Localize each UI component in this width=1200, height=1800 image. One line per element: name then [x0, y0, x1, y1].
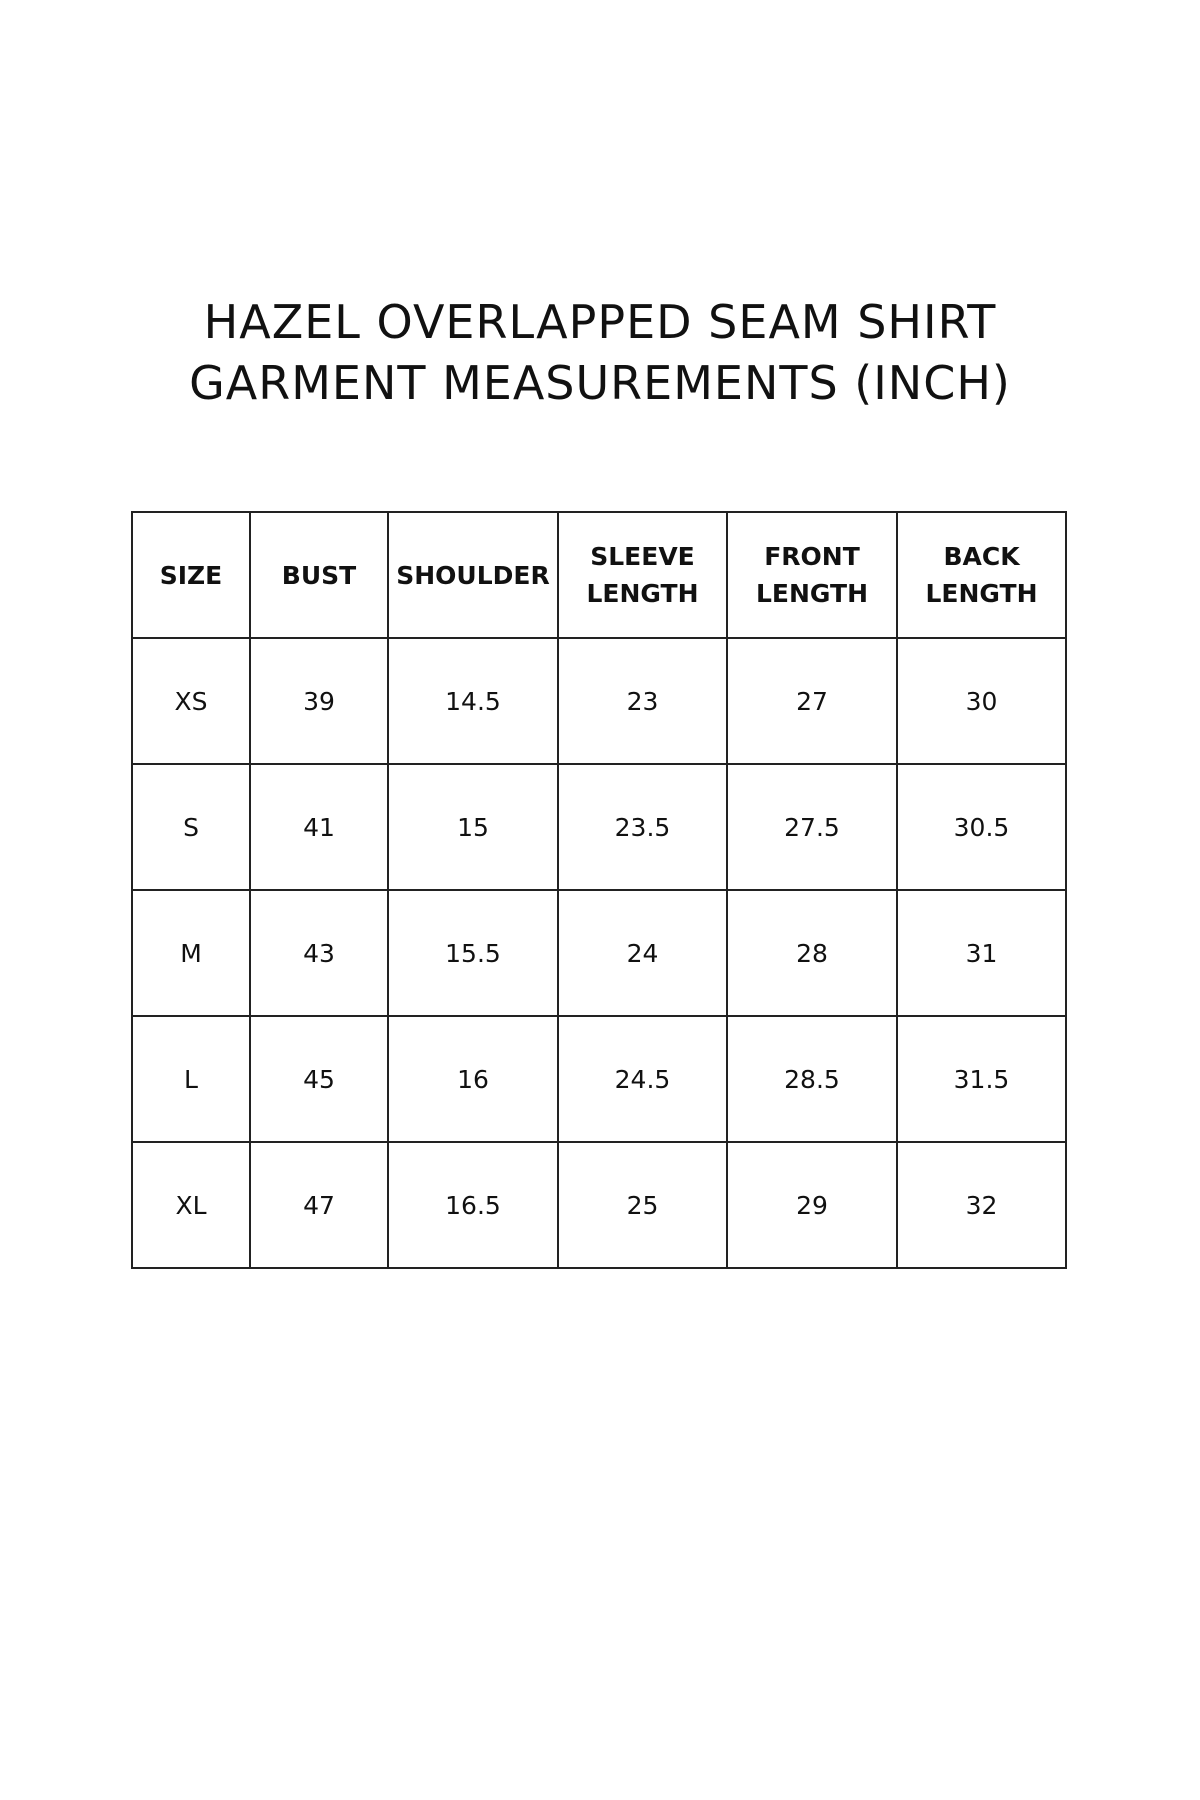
cell-sleeve-length: 25 — [558, 1142, 727, 1268]
cell-front-length: 27 — [727, 638, 897, 764]
cell-front-length: 28.5 — [727, 1016, 897, 1142]
cell-sleeve-length: 23.5 — [558, 764, 727, 890]
cell-shoulder: 16.5 — [388, 1142, 558, 1268]
cell-bust: 45 — [250, 1016, 388, 1142]
header-shoulder: SHOULDER — [388, 512, 558, 638]
header-back-length: BACK LENGTH — [897, 512, 1066, 638]
cell-back-length: 30.5 — [897, 764, 1066, 890]
cell-back-length: 32 — [897, 1142, 1066, 1268]
cell-bust: 39 — [250, 638, 388, 764]
cell-size: XS — [132, 638, 250, 764]
header-bust: BUST — [250, 512, 388, 638]
cell-back-length: 31 — [897, 890, 1066, 1016]
cell-size: L — [132, 1016, 250, 1142]
table-row — [132, 638, 1066, 764]
table-row — [132, 1142, 1066, 1268]
cell-shoulder: 15 — [388, 764, 558, 890]
page-title — [0, 292, 1200, 414]
cell-sleeve-length: 23 — [558, 638, 727, 764]
table-row — [132, 1016, 1066, 1142]
table-header-row — [132, 512, 1066, 638]
cell-front-length: 27.5 — [727, 764, 897, 890]
cell-front-length: 29 — [727, 1142, 897, 1268]
cell-back-length: 31.5 — [897, 1016, 1066, 1142]
header-front-length: FRONT LENGTH — [727, 512, 897, 638]
cell-front-length: 28 — [727, 890, 897, 1016]
cell-shoulder: 15.5 — [388, 890, 558, 1016]
cell-sleeve-length: 24.5 — [558, 1016, 727, 1142]
cell-bust: 47 — [250, 1142, 388, 1268]
title-line-2: GARMENT MEASUREMENTS (INCH) — [189, 356, 1011, 410]
cell-bust: 43 — [250, 890, 388, 1016]
cell-shoulder: 16 — [388, 1016, 558, 1142]
size-chart-table — [131, 511, 1067, 1269]
title-line-1: HAZEL OVERLAPPED SEAM SHIRT — [203, 295, 997, 349]
cell-bust: 41 — [250, 764, 388, 890]
cell-size: XL — [132, 1142, 250, 1268]
cell-sleeve-length: 24 — [558, 890, 727, 1016]
cell-size: S — [132, 764, 250, 890]
cell-back-length: 30 — [897, 638, 1066, 764]
table-row — [132, 890, 1066, 1016]
cell-shoulder: 14.5 — [388, 638, 558, 764]
cell-size: M — [132, 890, 250, 1016]
header-sleeve-length: SLEEVE LENGTH — [558, 512, 727, 638]
table-row — [132, 764, 1066, 890]
header-size: SIZE — [132, 512, 250, 638]
